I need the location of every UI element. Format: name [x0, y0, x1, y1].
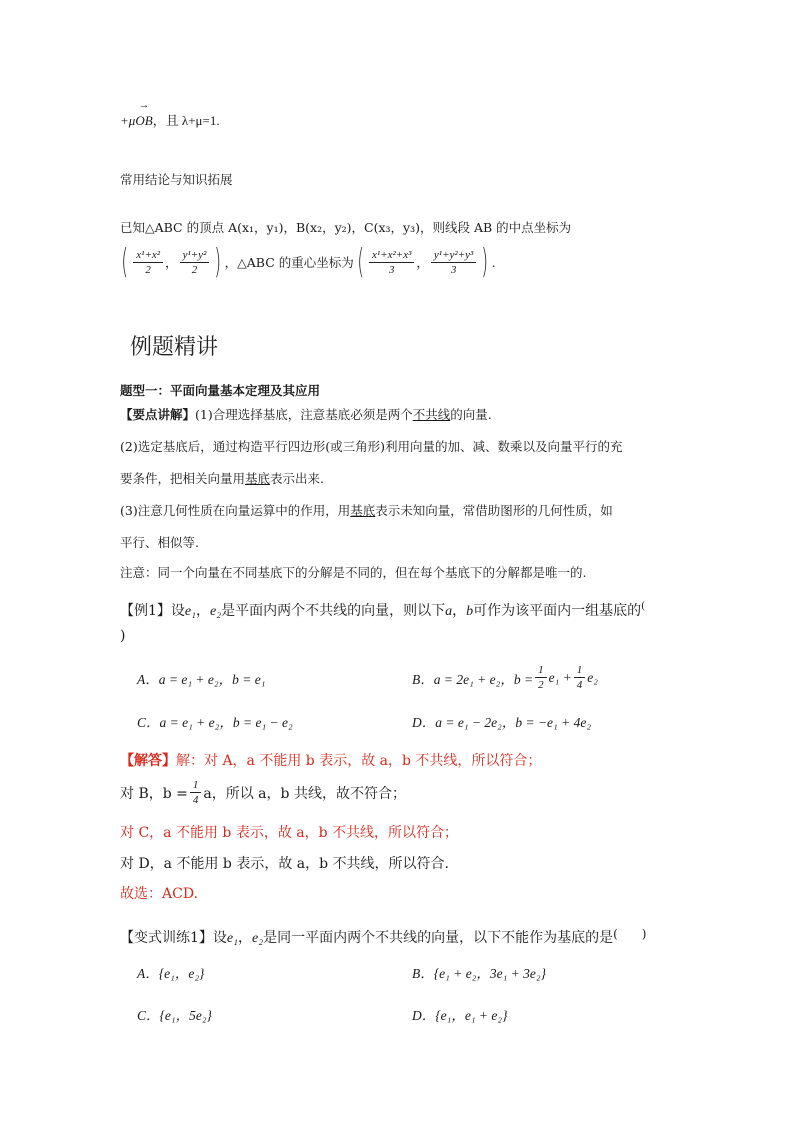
point-2-line2: 要条件，把相关向量用基底表示出来. — [120, 471, 325, 486]
fraction-y-centroid: $\frac{\text{y¹+y²+y³}}{3}$ — [431, 248, 476, 277]
example1-option-c[interactable]: C．a = e₁ + e₂，b = e₁ − e₂ — [137, 715, 293, 730]
fraction-x-mid: $\frac{\text{x¹+x²}}{2}$ — [133, 248, 163, 277]
variant1-option-c[interactable]: C．{e₁，5e₂} — [137, 1008, 212, 1023]
answer-line-5: 故选：ACD. — [120, 886, 198, 902]
section-title: 常用结论与知识拓展 — [120, 172, 233, 187]
midpoint-formulas: ( $\frac{\text{x¹+x²}}{2}$ ， $\frac{\text{y¹+y²}}{2}$ ) ，△ABC 的重心坐标为 ( $\frac{\text{x¹+x²+x³}}{3}$ ， $\frac{\text{y¹+y²+y³}}{3}$ ) . — [121, 242, 496, 282]
fraction-half: $\frac{1}{2}$ — [535, 663, 547, 692]
example1-option-d[interactable]: D．a = e₁ − 2e₂，b = −e₁ + 4e₂ — [412, 715, 592, 730]
midpoint-intro: 已知△ABC 的顶点 A(x₁，y₁)，B(x₂，y₂)，C(x₃，y₃)，则线段 AB 的中点坐标为 — [120, 220, 572, 235]
variant1-stem: 【变式训练1】设e₁，e₂是同一平面内两个不共线的向量，以下不能作为基底的是( ) — [120, 927, 647, 946]
e2-vector: e₂ — [210, 604, 222, 619]
example1-paren-close: ) — [120, 628, 126, 644]
fraction-quarter: $\frac{1}{4}$ — [574, 663, 586, 692]
fraction-answer: $\frac{1}{4}$ — [190, 778, 202, 807]
note: 注意：同一个向量在不同基底下的分解是不同的，但在每个基底下的分解都是唯一的. — [120, 565, 587, 580]
point-1: 【要点讲解】(1)合理选择基底，注意基底必须是两个不共线的向量. — [120, 407, 492, 422]
point-3-line2: 平行、相似等. — [120, 535, 199, 550]
example1-stem: 【例1】设e₁，e₂是平面内两个不共线的向量，则以下a，b可作为该平面内一组基底的( — [120, 601, 646, 619]
answer-line-4: 对 D，a 不能用 b 表示，故 a，b 不共线，所以符合. — [120, 856, 449, 872]
points-label: 【要点讲解】 — [120, 407, 196, 422]
top-line — [120, 110, 220, 129]
variant-e1-vector: e₁ — [226, 931, 239, 946]
variant1-option-d[interactable]: D．{e₁，e₁ + e₂} — [412, 1008, 508, 1023]
type1-title: 题型一：平面向量基本定理及其应用 — [120, 383, 321, 398]
variant1-option-b[interactable]: B．{e₁ + e₂，3e₁ + 3e₂} — [412, 966, 547, 981]
variant-e2-vector: e₂ — [252, 931, 264, 946]
centroid-label: ，△ABC 的重心坐标为 — [224, 255, 354, 270]
fraction-y-mid: $\frac{\text{y¹+y²}}{2}$ — [180, 248, 210, 277]
vector-ob: → OB — [135, 113, 152, 129]
top-line-suffix: ，且 λ+μ=1. — [152, 113, 220, 128]
answer-line-3: 对 C，a 不能用 b 表示，故 a，b 不共线，所以符合； — [120, 825, 459, 841]
answer-line-1: 【解答】解：对 A，a 不能用 b 表示，故 a，b 不共线，所以符合； — [120, 753, 542, 769]
point-2-line1: (2)选定基底后，通过构造平行四边形(或三角形)利用向量的加、减、数乘以及向量平行的充 — [120, 439, 623, 454]
answer-line-2: 对 B，b = $\frac{1}{4}$ a，所以 a，b 共线，故不符合； — [120, 779, 406, 806]
example1-option-a[interactable]: A．a = e₁ + e₂，b = e₁ — [137, 672, 266, 687]
a-vector: a — [445, 604, 453, 619]
fraction-x-centroid: $\frac{\text{x¹+x²+x³}}{3}$ — [369, 248, 414, 277]
example1-option-b[interactable]: B．a = 2e₁ + e₂，b = $\frac{1}{2}$ e₁ + $\frac{1}{4}$ e₂ — [412, 664, 598, 691]
answer-label: 【解答】 — [120, 753, 176, 769]
point-3-line1: (3)注意几何性质在向量运算中的作用，用基底表示未知向量，常借助图形的几何性质，如 — [120, 503, 613, 518]
top-line-prefix: +μ — [120, 113, 136, 128]
b-vector: b — [466, 604, 474, 619]
variant1-option-a[interactable]: A．{e₁，e₂} — [137, 966, 205, 981]
e1-vector: e₁ — [184, 604, 197, 619]
section-heading: 例题精讲 — [130, 335, 219, 360]
